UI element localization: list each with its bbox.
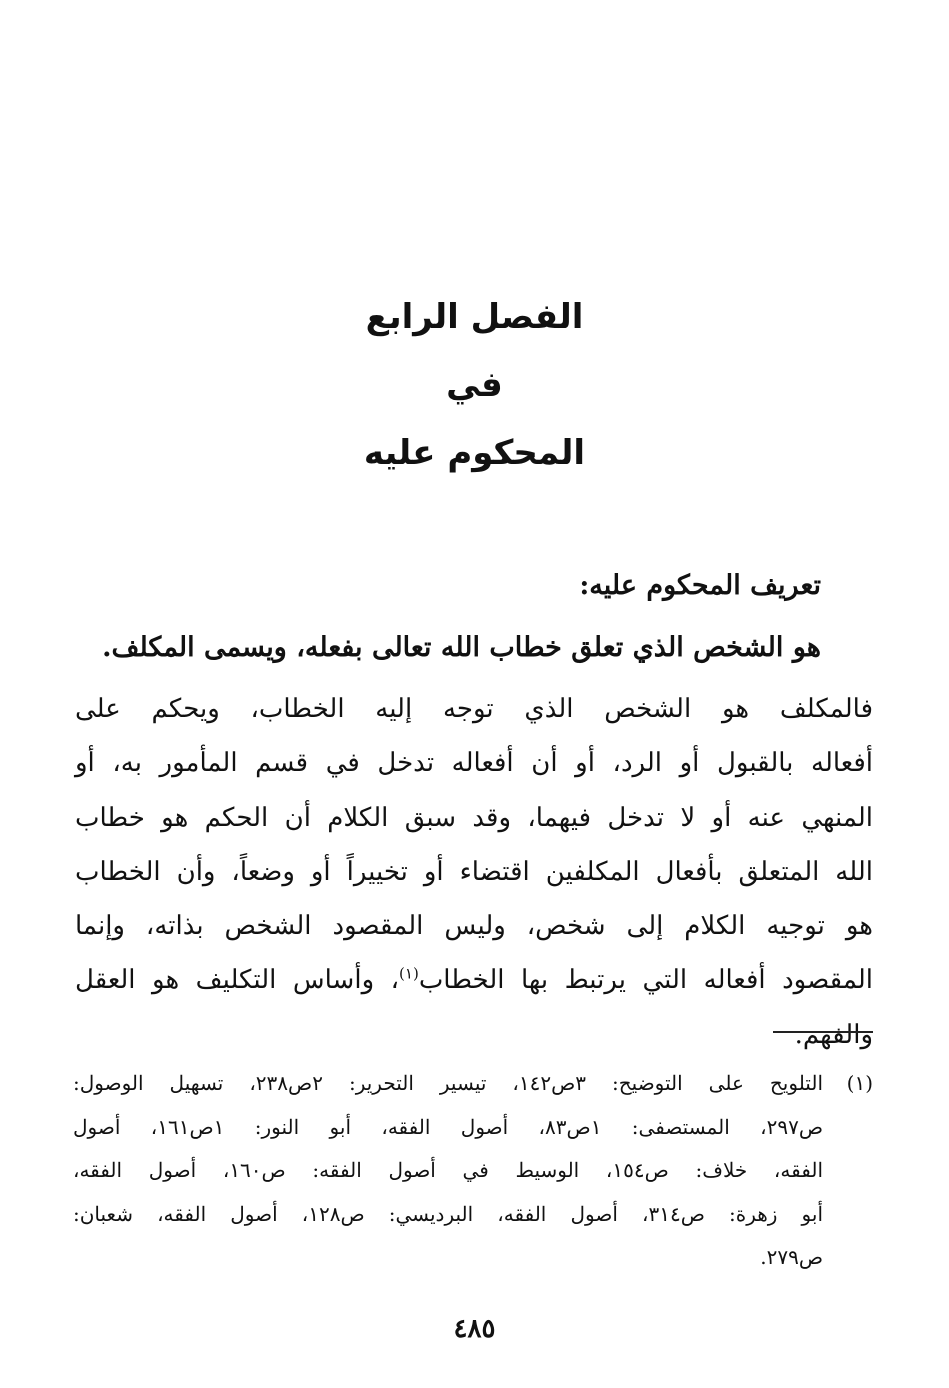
- body-line-6-start: المقصود أفعاله التي يرتبط بها الخطاب: [418, 965, 873, 996]
- footnote-separator-rule: [773, 1031, 873, 1033]
- definition-statement: هو الشخص الذي تعلق خطاب الله تعالى بفعله، ويسمى المكلف.: [102, 632, 821, 663]
- body-line: فالمكلف هو الشخص الذي توجه إليه الخطاب، ويحكم على: [75, 694, 873, 724]
- footnote-line: الفقه، خلاف: ص١٥٤، الوسيط في أصول الفقه: ص١٦٠، أصول الفقه،: [73, 1158, 823, 1182]
- footnote-block: [73, 1062, 873, 1280]
- chapter-title-line-1: الفصل الرابع: [365, 297, 584, 337]
- body-line: المنهي عنه أو لا تدخل فيهما، وقد سبق الكلام أن الحكم هو خطاب: [75, 802, 873, 833]
- body-line-with-footnote-mark: [75, 953, 873, 1007]
- chapter-title-line-2: في: [446, 365, 503, 405]
- footnote-line: ص٢٩٧، المستصفى: ١ص٨٣، أصول الفقه، أبو النور: ١ص١٦١، أصول: [73, 1114, 823, 1139]
- footnote-reference-mark[interactable]: (١): [399, 964, 419, 983]
- footnote-text: [73, 1062, 823, 1280]
- body-line: هو توجيه الكلام إلى شخص، وليس المقصود الشخص بذاته، وإنما: [75, 911, 873, 942]
- footnote-line: التلويح على التوضيح: ٣ص١٤٢، تيسير التحرير: ٢ص٢٣٨، تسهيل الوصول:: [73, 1071, 823, 1095]
- body-line: أفعاله بالقبول أو الرد، أو أن أفعاله تدخل في قسم المأمور به، أو: [75, 748, 873, 779]
- section-heading: تعريف المحكوم عليه:: [579, 570, 821, 601]
- footnote-number: (١): [846, 1071, 873, 1095]
- footnote-line: أبو زهرة: ص٣١٤، أصول الفقه، البرديسي: ص١٢٨، أصول الفقه، شعبان:: [73, 1201, 824, 1226]
- body-line-6-end: ، وأساس التكليف هو العقل: [75, 965, 400, 996]
- body-line-last: والفهم.: [794, 1019, 873, 1050]
- body-paragraph: [75, 682, 873, 1062]
- page-number: ٤٨٥: [453, 1314, 496, 1344]
- footnote-line-last: ص٢٧٩.: [760, 1245, 823, 1269]
- chapter-title-line-3: المحكوم عليه: [363, 433, 586, 473]
- body-line: الله المتعلق بأفعال المكلفين اقتضاء أو تخييراً أو وضعاً، وأن الخطاب: [75, 856, 873, 887]
